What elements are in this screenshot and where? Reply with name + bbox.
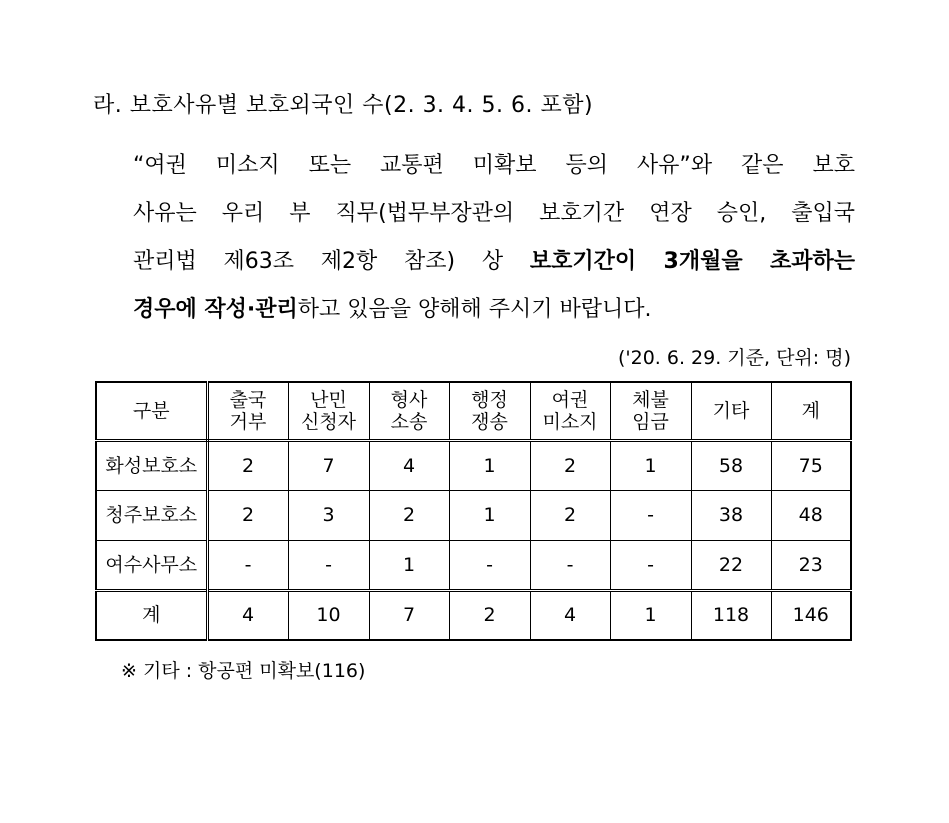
table-cell: 1 bbox=[449, 440, 530, 490]
table-cell: - bbox=[530, 540, 610, 590]
table-cell: 38 bbox=[691, 490, 771, 540]
paragraph-line-2: 사유는 우리 부 직무(법무부장관의 보호기간 연장 승인, 출입국 bbox=[133, 201, 855, 226]
table-cell: 2 bbox=[530, 440, 610, 490]
paragraph-line-3-bold: 보호기간이 3개월을 초과하는 bbox=[529, 249, 856, 274]
table-cell: 7 bbox=[288, 440, 369, 490]
table-cell: 22 bbox=[691, 540, 771, 590]
table-cell: - bbox=[610, 540, 691, 590]
header-unpaid-wages: 체불 임금 bbox=[610, 382, 691, 440]
table-row bbox=[96, 540, 851, 590]
total-cell: 118 bbox=[691, 590, 771, 640]
detainee-stats-table bbox=[95, 381, 852, 641]
total-cell: 1 bbox=[610, 590, 691, 640]
table-cell: - bbox=[207, 540, 288, 590]
table-cell: 23 bbox=[771, 540, 851, 590]
paragraph-line-4-bold: 경우에 작성·관리 bbox=[133, 297, 298, 322]
date-unit-note: ('20. 6. 29. 기준, 단위: 명) bbox=[617, 347, 851, 369]
total-cell: 7 bbox=[369, 590, 449, 640]
total-cell: 146 bbox=[771, 590, 851, 640]
table-cell: 1 bbox=[369, 540, 449, 590]
header-no-passport: 여권 미소지 bbox=[530, 382, 610, 440]
footnote: ※ 기타 : 항공편 미확보(116) bbox=[121, 660, 366, 682]
table-row bbox=[96, 490, 851, 540]
table-cell: 1 bbox=[449, 490, 530, 540]
table-header-row bbox=[96, 382, 851, 440]
total-cell: 10 bbox=[288, 590, 369, 640]
table-cell: 3 bbox=[288, 490, 369, 540]
table-row bbox=[96, 440, 851, 490]
paragraph-line-3-normal: 관리법 제63조 제2항 참조) 상 bbox=[133, 249, 530, 274]
table-cell: - bbox=[288, 540, 369, 590]
table-cell: 1 bbox=[610, 440, 691, 490]
row-label: 여수사무소 bbox=[96, 540, 207, 590]
table-cell: - bbox=[610, 490, 691, 540]
header-refugee-applicant: 난민 신청자 bbox=[288, 382, 369, 440]
section-heading: 라. 보호사유별 보호외국인 수(2. 3. 4. 5. 6. 포함) bbox=[93, 93, 594, 118]
table-total-row bbox=[96, 590, 851, 640]
table-cell: 48 bbox=[771, 490, 851, 540]
table-cell: 58 bbox=[691, 440, 771, 490]
header-other: 기타 bbox=[691, 382, 771, 440]
table-cell: 2 bbox=[369, 490, 449, 540]
table-cell: 75 bbox=[771, 440, 851, 490]
total-cell: 4 bbox=[207, 590, 288, 640]
header-departure-refusal: 출국 거부 bbox=[207, 382, 288, 440]
table-cell: - bbox=[449, 540, 530, 590]
row-label: 청주보호소 bbox=[96, 490, 207, 540]
paragraph-line-4-normal: 하고 있음을 양해해 주시기 바랍니다. bbox=[297, 297, 652, 322]
total-label: 계 bbox=[96, 590, 207, 640]
table-cell: 2 bbox=[207, 440, 288, 490]
table-cell: 4 bbox=[369, 440, 449, 490]
row-label: 화성보호소 bbox=[96, 440, 207, 490]
header-criminal-lawsuit: 형사 소송 bbox=[369, 382, 449, 440]
table-cell: 2 bbox=[207, 490, 288, 540]
header-administrative-litigation: 행정 쟁송 bbox=[449, 382, 530, 440]
paragraph-line-4 bbox=[133, 286, 855, 334]
table-cell: 2 bbox=[530, 490, 610, 540]
total-cell: 2 bbox=[449, 590, 530, 640]
paragraph-line-1: “여권 미소지 또는 교통편 미확보 등의 사유”와 같은 보호 bbox=[133, 153, 855, 178]
header-total: 계 bbox=[771, 382, 851, 440]
paragraph-line-3 bbox=[133, 238, 855, 286]
explanation-paragraph bbox=[133, 142, 855, 334]
header-category: 구분 bbox=[96, 382, 207, 440]
total-cell: 4 bbox=[530, 590, 610, 640]
